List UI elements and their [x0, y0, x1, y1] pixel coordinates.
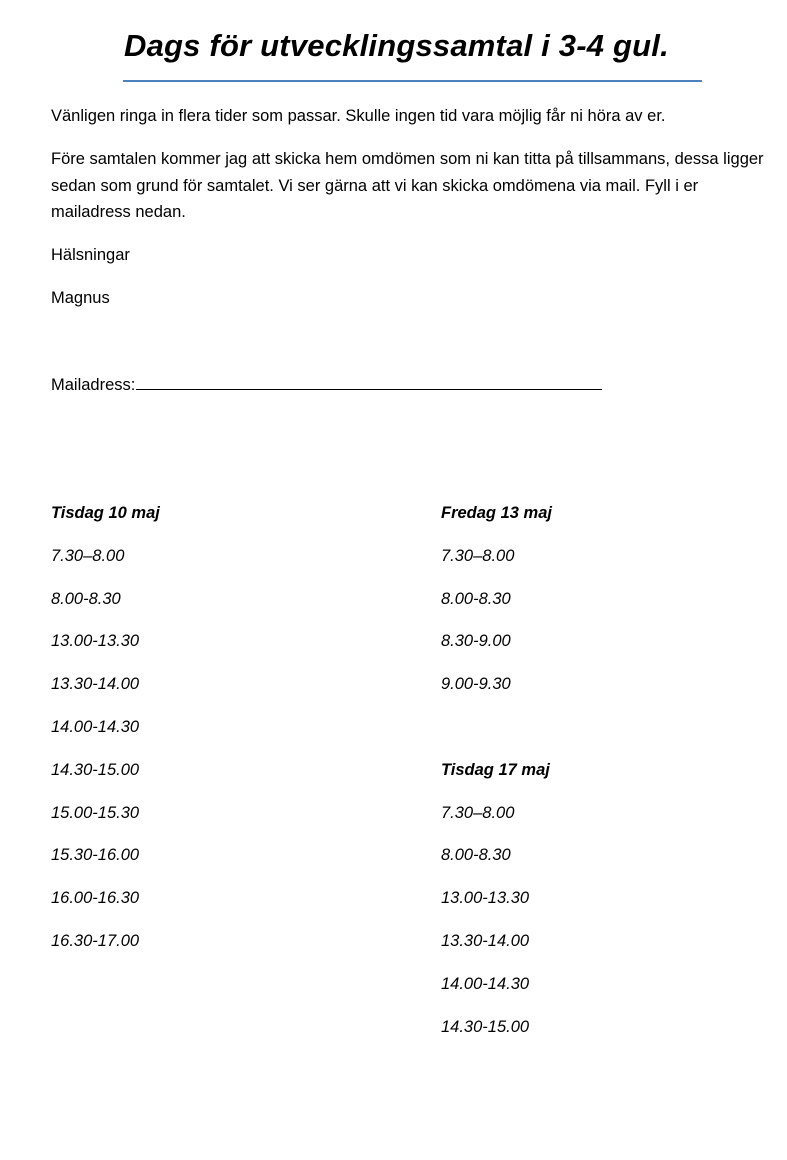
- day-heading-tisdag-17-maj: Tisdag 17 maj: [441, 760, 550, 779]
- day-heading-tisdag-10-maj: Tisdag 10 maj: [51, 504, 160, 522]
- time-slot[interactable]: 14.30-15.00: [441, 1017, 530, 1036]
- time-slot[interactable]: 8.00-8.30: [441, 846, 511, 865]
- day-heading-fredag-13-maj: Fredag 13 maj: [441, 504, 552, 522]
- time-slot[interactable]: 15.30-16.00: [51, 846, 140, 865]
- time-slot[interactable]: 16.30-17.00: [51, 931, 140, 950]
- time-slot[interactable]: 7.30–8.00: [441, 803, 515, 822]
- time-slot[interactable]: 7.30–8.00: [441, 546, 515, 565]
- signature-text: Magnus: [51, 289, 110, 307]
- time-slot[interactable]: 8.00-8.30: [441, 589, 511, 608]
- column-spacer: [441, 714, 552, 757]
- time-slot[interactable]: 14.00-14.30: [441, 974, 530, 993]
- time-slot[interactable]: 7.30–8.00: [51, 546, 125, 565]
- mail-address-label: Mailadress:: [51, 376, 136, 394]
- time-slot[interactable]: 8.30-9.00: [441, 632, 511, 651]
- time-slot[interactable]: 16.00-16.30: [51, 889, 140, 908]
- info-paragraph: Före samtalen kommer jag att skicka hem omdömen som ni kan titta på tillsammans, dessa ligger sedan som grund för samtalet. Vi ser gärna att vi kan skicka omdömena via mail. Fyll i er mailadress nedan.: [51, 150, 764, 221]
- time-slot[interactable]: 13.30-14.00: [51, 675, 140, 694]
- greeting-text: Hälsningar: [51, 246, 130, 264]
- mail-address-blank-line[interactable]: [136, 372, 602, 390]
- time-slot[interactable]: 13.00-13.30: [51, 632, 140, 651]
- time-slot[interactable]: 13.00-13.30: [441, 889, 530, 908]
- time-slot[interactable]: 14.30-15.00: [51, 760, 140, 779]
- time-slot[interactable]: 15.00-15.30: [51, 803, 140, 822]
- time-slot[interactable]: 13.30-14.00: [441, 931, 530, 950]
- intro-paragraph: Vänligen ringa in flera tider som passar. Skulle ingen tid vara möjlig får ni höra av er.: [51, 107, 666, 125]
- time-slot[interactable]: 9.00-9.30: [441, 675, 511, 694]
- title-underline: [123, 80, 702, 82]
- schedule-column-right: [441, 500, 552, 1056]
- time-slot[interactable]: 14.00-14.30: [51, 717, 140, 736]
- document-title: Dags för utvecklingssamtal i 3-4 gul.: [124, 28, 669, 63]
- mail-address-field[interactable]: [51, 372, 602, 399]
- schedule-column-left: [51, 500, 160, 971]
- time-slot[interactable]: 8.00-8.30: [51, 589, 121, 608]
